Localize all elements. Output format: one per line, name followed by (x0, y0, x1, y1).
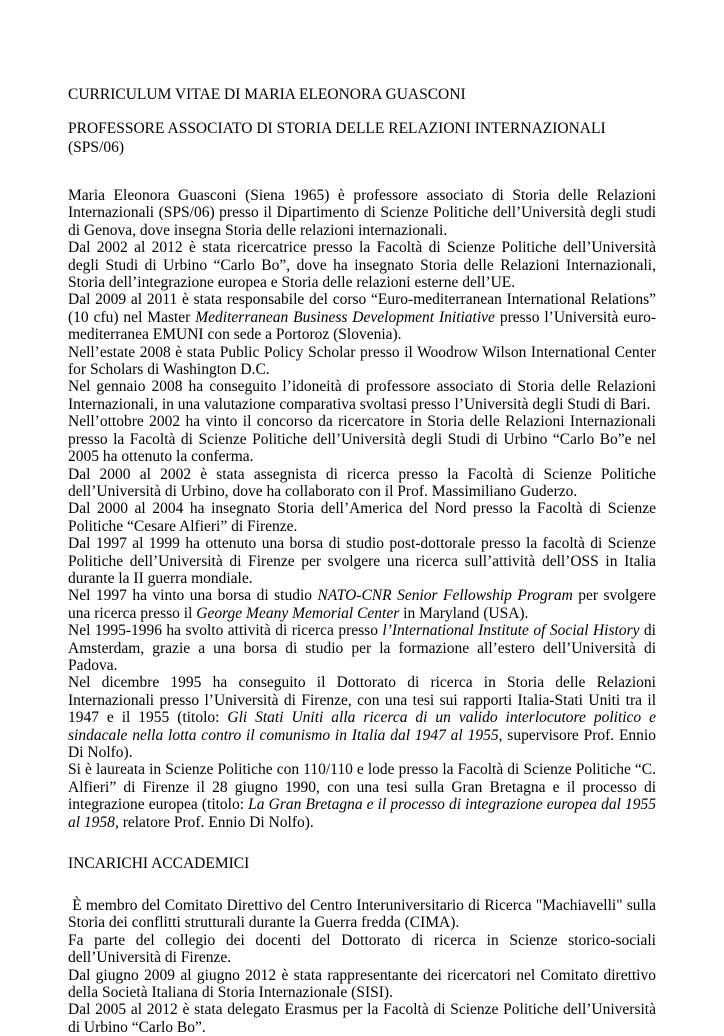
bio-paragraph: Dal 2000 al 2002 è stata assegnista di ricerca presso la Facoltà di Scienze Politiche dell’Università di Urbino, dove ha collaborato con il Prof. Massimiliano Guderzo. (68, 465, 656, 500)
bio-paragraph: Maria Eleonora Guasconi (Siena 1965) è professore associato di Storia delle Relazioni Internazionali (SPS/06) presso il Dipartimento di Scienze Politiche dell’Università degli studi di Genova, dove insegna Storia delle relazioni internazionali. (68, 187, 656, 239)
document-subtitle: PROFESSORE ASSOCIATO DI STORIA DELLE RELAZIONI INTERNAZIONALI (SPS/06) (68, 120, 606, 156)
document-title: CURRICULUM VITAE DI MARIA ELEONORA GUASCONI (68, 86, 466, 103)
role-paragraph: Fa parte del collegio dei docenti del Dottorato di ricerca in Scienze storico-sociali dell’Università di Firenze. (68, 931, 656, 967)
italic-text: Mediterranean Business Development Initiative (195, 308, 495, 326)
role-paragraph: È membro del Comitato Direttivo del Centro Interuniversitario di Ricerca "Machiavelli" sulla Storia dei conflitti strutturali durante la Guerra fredda (CIMA). (68, 897, 660, 932)
bio-paragraph: Nell’ottobre 2002 ha vinto il concorso da ricercatore in Storia delle Relazioni Internazionali presso la Facoltà di Scienze Politiche dell’Università degli Studi di Urbino “Carlo Bo”e nel 2005 ha ottenuto la conferma. (68, 413, 656, 466)
role-paragraph: Dal 2005 al 2012 è stata delegato Erasmus per la Facoltà di Scienze Politiche dell’Università di Urbino “Carlo Bo”. (68, 1001, 656, 1036)
role-paragraph: Dal giugno 2009 al giugno 2012 è stata rappresentante dei ricercatori nel Comitato direttivo della Società Italiana di Storia Internazionale (SISI). (68, 966, 656, 1002)
italic-text: Gli Stati Uniti alla ricerca di un valido interlocutore politico e sindacale nella lotta contro il comunismo in Italia dal 1947 al 1955 (68, 709, 657, 744)
bio-paragraph: Dal 2002 al 2012 è stata ricercatrice presso la Facoltà di Scienze Politiche dell’Università degli Studi di Urbino “Carlo Bo”, dove ha insegnato Storia delle Relazioni Internazionali, Storia dell’integrazione europea e Storia delle relazioni esterne dell’UE. (68, 239, 656, 292)
cv-page (68, 85, 660, 1036)
italic-text: George Meany Memorial Center (196, 604, 400, 622)
section-heading: INCARICHI ACCADEMICI (68, 855, 250, 873)
bio-paragraph: Nel 1997 ha vinto una borsa di studio NATO-CNR Senior Fellowship Program per svolgere una ricerca presso il George Meany Memorial Center in Maryland (USA). (68, 587, 657, 622)
italic-text: NATO-CNR Senior Fellowship Program (317, 587, 573, 605)
italic-text: La Gran Bretagna e il processo di integrazione europea dal 1955 al 1958 (68, 796, 656, 831)
bio-paragraph: Dal 1997 al 1999 ha ottenuto una borsa di studio post-dottorale presso la facoltà di Scienze Politiche dell’Università di Firenze per svolgere una ricerca sull’attività dell’OSS in Italia durante la II guerra mondiale. (68, 535, 656, 587)
biography-section (68, 187, 656, 831)
bio-paragraph: Nel 1995-1996 ha svolto attività di ricerca presso l’International Institute of Social History di Amsterdam, grazie a una borsa di studio per la formazione all’estero dell’Università di Padova. (68, 622, 656, 674)
italic-text: l’International Institute of Social History (382, 622, 640, 640)
bio-paragraph: Nel gennaio 2008 ha conseguito l’idoneità di professore associato di Storia delle Relazioni Internazionali, in una valutazione comparativa svoltasi presso l’Università degli Studi di Bari. (68, 378, 656, 413)
bio-paragraph: Nell’estate 2008 è stata Public Policy Scholar presso il Woodrow Wilson International Center for Scholars di Washington D.C. (68, 343, 656, 379)
bio-paragraph: Dal 2000 al 2004 ha insegnato Storia dell’America del Nord presso la Facoltà di Scienze Politiche “Cesare Alfieri” di Firenze. (68, 500, 656, 535)
bio-paragraph: Si è laureata in Scienze Politiche con 110/110 e lode presso la Facoltà di Scienze Politiche “C. Alfieri” di Firenze il 28 giugno 1990, con una tesi sulla Gran Bretagna e il processo di integrazione europea (titolo: La Gran Bretagna e il processo di integrazione europea dal 1955 al 1958, relatore Prof. Ennio Di Nolfo). (68, 761, 656, 831)
bio-paragraph: Dal 2009 al 2011 è stata responsabile del corso “Euro-mediterranean International Relations” (10 cfu) nel Master Mediterranean Business Development Initiative presso l’Università euro-mediterranea EMUNI con sede a Portoroz (Slovenia). (68, 291, 657, 344)
academic-roles-section (68, 897, 660, 1036)
bio-paragraph: Nel dicembre 1995 ha conseguito il Dottorato di ricerca in Storia delle Relazioni Internazionali presso l’Università di Firenze, con una tesi sui rapporti Italia-Stati Uniti tra il 1947 e il 1955 (titolo: Gli Stati Uniti alla ricerca di un valido interlocutore politico e sindacale nella lotta contro il comunismo in Italia dal 1947 al 1955, supervisore Prof. Ennio Di Nolfo). (68, 674, 657, 761)
